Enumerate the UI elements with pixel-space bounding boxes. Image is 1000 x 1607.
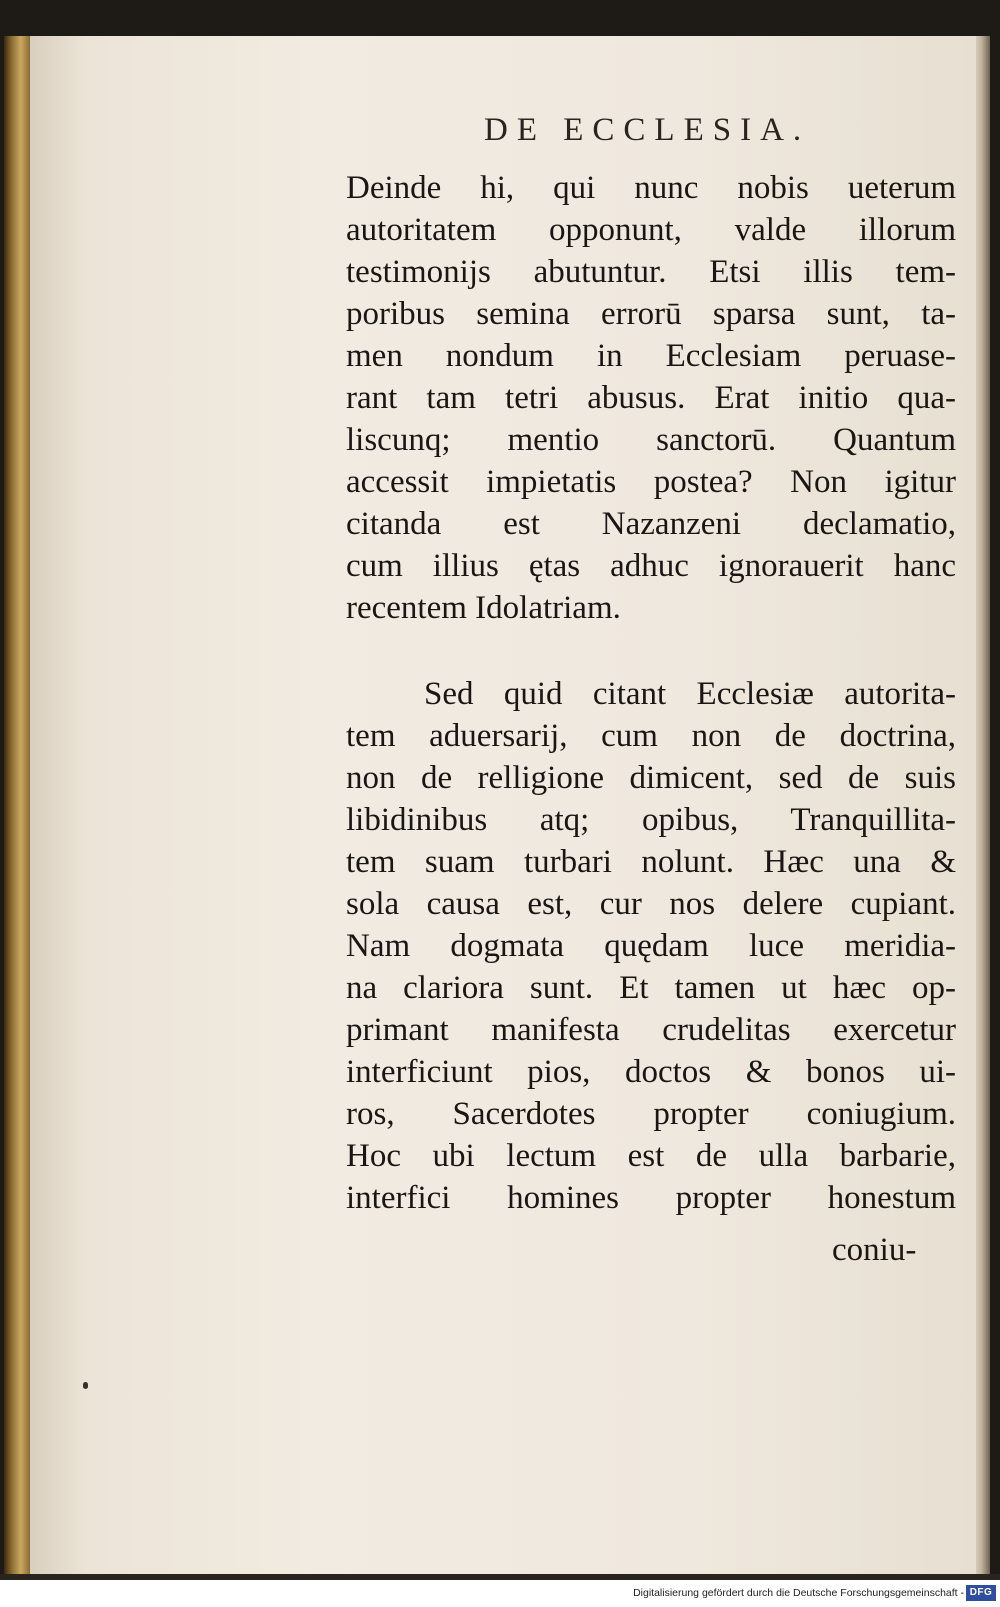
text-line: poribus semina errorū sparsa sunt, ta- (346, 296, 956, 332)
text-line: interficiunt pios, doctos & bonos ui- (346, 1054, 956, 1090)
page-fore-edge (976, 36, 990, 1580)
text-line: accessit impietatis postea? Non igitur (346, 464, 956, 500)
text-line: Hoc ubi lectum est de ulla barbarie, (346, 1138, 956, 1174)
ink-spot (83, 1382, 88, 1389)
text-line: Sed quid citant Ecclesiæ autorita- (424, 676, 956, 712)
text-line: ros, Sacerdotes propter coniugium. (346, 1096, 956, 1132)
text-line: na clariora sunt. Et tamen ut hæc op- (346, 970, 956, 1006)
show-through-shadow (340, 638, 960, 670)
text-line: tem aduersarij, cum non de doctrina, (346, 718, 956, 754)
footer-bar (0, 1580, 1000, 1607)
text-line: non de relligione dimicent, sed de suis (346, 760, 956, 796)
funding-credit: Digitalisierung gefördert durch die Deutsche Forschungsgemeinschaft - (633, 1587, 964, 1599)
text-line: tem suam turbari nolunt. Hæc una & (346, 844, 956, 880)
text-line: Deinde hi, qui nunc nobis ueterum (346, 170, 956, 206)
catchword: coniu- (832, 1232, 917, 1268)
text-line: libidinibus atq; opibus, Tranquillita- (346, 802, 956, 838)
text-line: recentem Idolatriam. (346, 590, 621, 626)
text-line: men nondum in Ecclesiam peruase- (346, 338, 956, 374)
text-line: sola causa est, cur nos delere cupiant. (346, 886, 956, 922)
text-line: citanda est Nazanzeni declamatio, (346, 506, 956, 542)
text-line: rant tam tetri abusus. Erat initio qua- (346, 380, 956, 416)
text-line: interfici homines propter honestum (346, 1180, 956, 1216)
text-line: cum illius ętas adhuc ignorauerit hanc (346, 548, 956, 584)
text-line: Nam dogmata quędam luce meridia- (346, 928, 956, 964)
running-head: DE ECCLESIA. (484, 112, 811, 148)
text-line: liscunq; mentio sanctorū. Quantum (346, 422, 956, 458)
text-line: primant manifesta crudelitas exercetur (346, 1012, 956, 1048)
dfg-logo[interactable]: DFG (966, 1585, 996, 1601)
text-line: testimonijs abutuntur. Etsi illis tem- (346, 254, 956, 290)
text-line: autoritatem opponunt, valde illorum (346, 212, 956, 248)
